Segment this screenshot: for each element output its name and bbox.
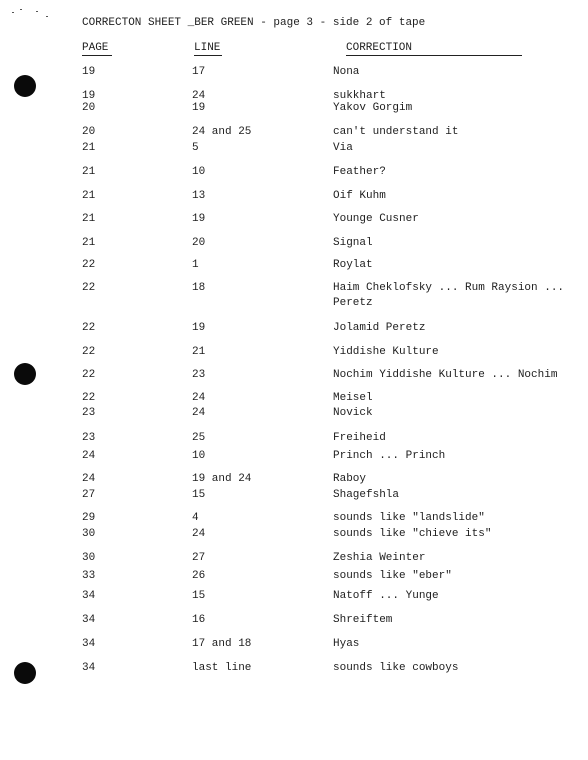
table-row-correction-text: sounds like "eber" [333, 570, 452, 582]
table-row-page-number: 24 [82, 450, 96, 462]
table-row-line-number: 23 [192, 369, 206, 381]
table-row-line-number: 24 [192, 392, 206, 404]
table-row-page-number: 21 [82, 190, 96, 202]
table-row-page-number: 22 [82, 282, 96, 294]
table-row-page-number: 24 [82, 473, 96, 485]
table-row-correction-text: Haim Cheklofsky ... Rum Raysion ... [333, 282, 565, 294]
scan-speck [12, 12, 14, 13]
scan-speck [36, 11, 38, 12]
table-row-correction-text: Zeshia Weinter [333, 552, 426, 564]
table-row-line-number: 15 [192, 590, 206, 602]
table-row-page-number: 29 [82, 512, 96, 524]
table-row-line-number: 19 [192, 322, 206, 334]
scan-speck [20, 9, 22, 10]
table-row-correction-text: sounds like "landslide" [333, 512, 485, 524]
table-row-correction-text: Natoff ... Yunge [333, 590, 439, 602]
table-row-line-number: last line [192, 662, 252, 674]
table-row-page-number: 34 [82, 638, 96, 650]
table-row-line-number: 1 [192, 259, 199, 271]
table-row-line-number: 24 and 25 [192, 126, 252, 138]
punch-hole [14, 662, 36, 684]
table-row-correction-text: Younge Cusner [333, 213, 419, 225]
table-row-page-number: 22 [82, 259, 96, 271]
table-row-line-number: 17 [192, 66, 206, 78]
table-row-line-number: 19 and 24 [192, 473, 252, 485]
table-row-page-number: 21 [82, 237, 96, 249]
table-row-line-number: 24 [192, 407, 206, 419]
punch-hole [14, 75, 36, 97]
table-row-line-number: 10 [192, 166, 206, 178]
table-row-correction-text: Hyas [333, 638, 360, 650]
table-row-correction-text: Princh ... Princh [333, 450, 446, 462]
table-row-correction-text: sounds like "chieve its" [333, 528, 492, 540]
table-row-correction-text: Nona [333, 66, 360, 78]
table-row-line-number: 16 [192, 614, 206, 626]
table-row-line-number: 24 [192, 90, 206, 102]
table-row-line-number: 27 [192, 552, 206, 564]
table-row-line-number: 26 [192, 570, 206, 582]
sheet-title: CORRECTON SHEET _BER GREEN - page 3 - side 2 of tape [82, 17, 426, 29]
table-row-correction-text: Novick [333, 407, 373, 419]
table-row-line-number: 25 [192, 432, 206, 444]
table-row-page-number: 21 [82, 142, 96, 154]
table-row-page-number: 23 [82, 407, 96, 419]
table-row-page-number: 22 [82, 346, 96, 358]
table-row-line-number: 17 and 18 [192, 638, 252, 650]
header-underline [194, 55, 222, 56]
table-row-correction-text: sounds like cowboys [333, 662, 459, 674]
table-row-page-number: 22 [82, 369, 96, 381]
correction-continuation: Peretz [333, 297, 373, 309]
table-row-correction-text: Yiddishe Kulture [333, 346, 439, 358]
table-row-page-number: 34 [82, 614, 96, 626]
table-row-page-number: 23 [82, 432, 96, 444]
table-row-line-number: 5 [192, 142, 199, 154]
table-row-correction-text: Oif Kuhm [333, 190, 386, 202]
table-row-line-number: 19 [192, 213, 206, 225]
table-row-page-number: 22 [82, 322, 96, 334]
table-row-line-number: 15 [192, 489, 206, 501]
table-row-correction-text: sukkhart [333, 90, 386, 102]
table-row-line-number: 18 [192, 282, 206, 294]
table-row-line-number: 10 [192, 450, 206, 462]
table-row-page-number: 22 [82, 392, 96, 404]
table-row-page-number: 19 [82, 90, 96, 102]
header-line: LINE [194, 42, 221, 54]
table-row-line-number: 19 [192, 102, 206, 114]
table-row-correction-text: Shreiftem [333, 614, 393, 626]
punch-hole [14, 363, 36, 385]
table-row-page-number: 34 [82, 662, 96, 674]
table-row-correction-text: Meisel [333, 392, 373, 404]
table-row-page-number: 19 [82, 66, 96, 78]
table-row-page-number: 21 [82, 213, 96, 225]
scan-speck [46, 16, 48, 17]
table-row-line-number: 13 [192, 190, 206, 202]
table-row-correction-text: Feather? [333, 166, 386, 178]
table-row-page-number: 30 [82, 552, 96, 564]
table-row-page-number: 21 [82, 166, 96, 178]
table-row-line-number: 4 [192, 512, 199, 524]
header-correction: CORRECTION [346, 42, 413, 54]
header-page: PAGE [82, 42, 109, 54]
table-row-correction-text: Freiheid [333, 432, 386, 444]
table-row-page-number: 30 [82, 528, 96, 540]
table-row-correction-text: Raboy [333, 473, 367, 485]
table-row-correction-text: can't understand it [333, 126, 459, 138]
table-row-correction-text: Jolamid Peretz [333, 322, 426, 334]
table-row-page-number: 34 [82, 590, 96, 602]
table-row-correction-text: Nochim Yiddishe Kulture ... Nochim [333, 369, 558, 381]
table-row-page-number: 27 [82, 489, 96, 501]
table-row-correction-text: Via [333, 142, 353, 154]
table-row-correction-text: Yakov Gorgim [333, 102, 413, 114]
table-row-page-number: 33 [82, 570, 96, 582]
table-row-correction-text: Shagefshla [333, 489, 400, 501]
header-underline [82, 55, 112, 56]
table-row-page-number: 20 [82, 126, 96, 138]
table-row-page-number: 20 [82, 102, 96, 114]
table-row-correction-text: Signal [333, 237, 373, 249]
table-row-line-number: 24 [192, 528, 206, 540]
header-underline [346, 55, 522, 56]
table-row-line-number: 20 [192, 237, 206, 249]
table-row-correction-text: Roylat [333, 259, 373, 271]
table-row-line-number: 21 [192, 346, 206, 358]
